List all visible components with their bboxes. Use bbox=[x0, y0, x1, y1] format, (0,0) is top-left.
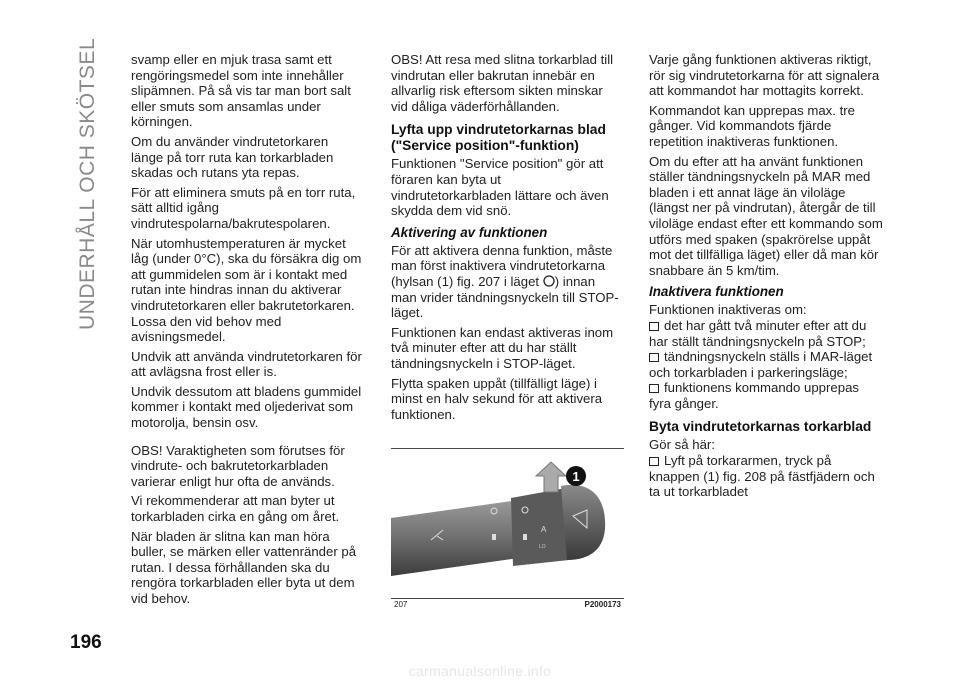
paragraph: Varje gång funktionen aktiveras riktigt, rör sig vindrutetorkarna för att signalera att kommandot har mottagits korrekt. bbox=[649, 52, 880, 99]
paragraph: Kommandot kan upprepas max. tre gånger. Vid kommandots fjärde repetition inaktiveras funktionen. bbox=[649, 102, 855, 149]
paragraph: Flytta spaken uppåt (tillfälligt läge) i minst en halv sekund för att aktivera funktionen. bbox=[391, 375, 603, 422]
bullet-icon bbox=[649, 384, 659, 393]
column-3 bbox=[649, 52, 883, 504]
bullet-icon bbox=[649, 322, 659, 331]
list-item-text: tändningsnyckeln ställs i MAR-läget och torkarbladen i parkeringsläge; bbox=[649, 349, 873, 380]
paragraph: Gör så här: bbox=[649, 437, 715, 453]
section-heading: Lyfta upp vindrutetorkarnas blad ("Service position"-funktion) bbox=[391, 122, 606, 154]
paragraph-text: För att aktivera denna funktion, måste man först inaktivera vindrutetorkarna (hylsan (1) fig. 207 i läget bbox=[391, 242, 613, 289]
paragraph: Om du använder vindrutetorkaren länge på torr ruta kan torkarbladen skadas och rutans yta repas. bbox=[131, 133, 334, 181]
list-item-text: funktionens kommando upprepas fyra gånger. bbox=[649, 380, 860, 411]
footer-watermark: carmanualsonline.info bbox=[408, 663, 552, 679]
paragraph: Funktionen inaktiveras om: bbox=[649, 302, 807, 318]
subsection-heading: Aktivering av funktionen bbox=[391, 224, 548, 240]
bullet-icon bbox=[649, 457, 659, 466]
figure-callout-1: 1 bbox=[572, 469, 580, 484]
svg-text:A: A bbox=[541, 525, 547, 534]
bullet-icon bbox=[649, 353, 659, 362]
list-item bbox=[649, 349, 883, 380]
list-item bbox=[649, 380, 883, 411]
svg-text:LO: LO bbox=[539, 544, 546, 550]
paragraph: Vi rekommenderar att man byter ut torkarbladen cirka en gång om året. bbox=[131, 493, 340, 525]
page-number: 196 bbox=[70, 632, 102, 653]
figure-bottom-rule bbox=[391, 598, 624, 599]
list-item bbox=[649, 318, 883, 349]
wiper-stalk-illustration bbox=[391, 448, 624, 598]
column-1 bbox=[131, 52, 363, 611]
paragraph: Funktionen kan endast aktiveras inom två minuter efter att du har ställt tändningsnyckeln i STOP-läget. bbox=[391, 324, 614, 371]
figure-207 bbox=[391, 448, 624, 616]
paragraph: Om du efter att ha använt funktionen ställer tändningsnyckeln på MAR med bladen i ett annat läge än viloläge (längst ner på vindrutan), återgår de till viloläge endast efter ett kommando som utförs med spaken (spakrörelse uppåt mot det tillfälliga läget) eller då man kör snabbare än 5 km/tim. bbox=[649, 153, 883, 278]
list-item-text: Lyft på torkararmen, tryck på knappen (1) fig. 208 på fästfjädern och ta ut torkarbladet bbox=[649, 453, 875, 500]
note-paragraph: OBS! Varaktigheten som förutses för vindrute- och bakrutetorkarbladen varierar enligt hur ofta de används. bbox=[131, 442, 345, 489]
paragraph-text: ) innan man vrider tändningsnyckeln till STOP-läget. bbox=[391, 273, 619, 321]
list-item bbox=[649, 453, 883, 500]
paragraph: För att eliminera smuts på en torr ruta, sätt alltid igång vindrutespolarna/bakrutespolaren. bbox=[131, 184, 356, 231]
subsection-heading: Inaktivera funktionen bbox=[649, 284, 784, 300]
chapter-side-title-text: UNDERHÅLL OCH SKÖTSEL bbox=[76, 37, 99, 330]
section-heading: Byta vindrutetorkarnas torkarblad bbox=[649, 419, 872, 435]
paragraph bbox=[391, 243, 623, 321]
figure-number: 207 bbox=[394, 600, 408, 609]
paragraph: Undvik dessutom att bladens gummidel kommer i kontakt med oljederivat som motorolja, bensin osv. bbox=[131, 383, 362, 431]
paragraph: När bladen är slitna kan man höra buller, se märken eller vattenränder på rutan. I dessa förhållanden ska du rengöra torkarbladen eller byta ut dem vid behov. bbox=[131, 528, 357, 606]
paragraph: När utomhustemperaturen är mycket låg (under 0°C), ska du försäkra dig om att gummidelen som är i kontakt med rutan inte hindras innan du aktiverar vindrutetorkaren eller bakrutetorkaren. Lossa den vid behov med avisningsmedel. bbox=[131, 235, 362, 345]
wiper-off-icon bbox=[543, 275, 555, 287]
column-2 bbox=[391, 52, 623, 426]
note-paragraph: OBS! Att resa med slitna torkarblad till vindrutan eller bakrutan innebär en allvarlig risk eftersom sikten minskar vid dåliga väderförhållanden. bbox=[391, 52, 614, 114]
paragraph: Undvik att använda vindrutetorkaren för att avlägsna frost eller is. bbox=[131, 348, 362, 380]
list-item-text: det har gått två minuter efter att du har ställt tändningsnyckeln på STOP; bbox=[649, 317, 867, 349]
paragraph: svamp eller en mjuk trasa samt ett rengöringsmedel som inte innehåller slipämnen. På så vis tar man bort salt eller smuts som ansamlas under körningen. bbox=[131, 52, 351, 130]
figure-code: P2000173 bbox=[584, 600, 621, 609]
paragraph: Funktionen "Service position" gör att föraren kan byta ut vindrutetorkarbladen lättare och även skydda dem vid snö. bbox=[391, 156, 609, 219]
